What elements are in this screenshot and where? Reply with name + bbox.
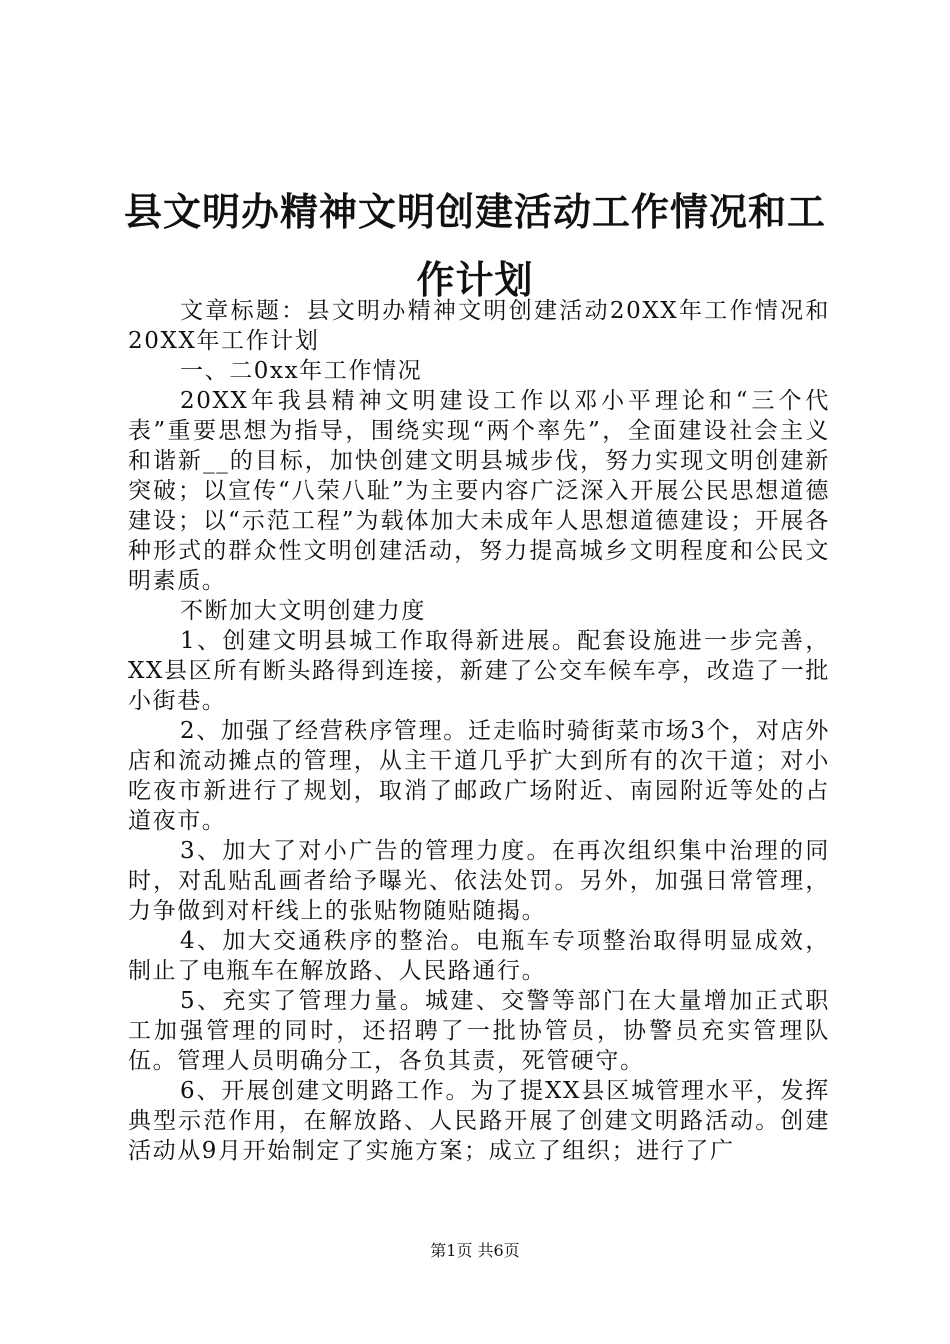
paragraph-item-1: 1、创建文明县城工作取得新进展。配套设施进一步完善，XX县区所有断头路得到连接，新建了公交车候车亭，改造了一批小街巷。 [128, 628, 830, 714]
paragraph-item-2: 2、加强了经营秩序管理。迁走临时骑街菜市场3个，对店外店和流动摊点的管理，从主干道几乎扩大到所有的次干道；对小吃夜市新进行了规划，取消了邮政广场附近、南园附近等处的占道夜市。 [128, 718, 830, 834]
section-heading-work-status: 一、二0xx年工作情况 [180, 358, 423, 384]
paragraph-article-title: 文章标题：县文明办精神文明创建活动20XX年工作情况和20XX年工作计划 [128, 298, 830, 354]
document-body [128, 296, 830, 1166]
subheading-creation-efforts: 不断加大文明创建力度 [180, 598, 426, 624]
paragraph-item-3: 3、加大了对小广告的管理力度。在再次组织集中治理的同时，对乱贴乱画者给予曝光、依法处罚。另外，加强日常管理，力争做到对杆线上的张贴物随贴随揭。 [128, 838, 830, 924]
paragraph-item-5: 5、充实了管理力量。城建、交警等部门在大量增加正式职工加强管理的同时，还招聘了一批协管员，协警员充实管理队伍。管理人员明确分工，各负其责，死管硬守。 [128, 988, 830, 1074]
paragraph-overview: 20XX年我县精神文明建设工作以邓小平理论和“三个代表”重要思想为指导，围绕实现“两个率先”，全面建设社会主义和谐新__的目标，加快创建文明县城步伐，努力实现文明创建新突破；以宣传“八荣八耻”为主要内容广泛深入开展公民思想道德建设；以“示范工程”为载体加大未成年人思想道德建设；开展各种形式的群众性文明创建活动，努力提高城乡文明程度和公民文明素质。 [128, 388, 830, 594]
document-title: 县文明办精神文明创建活动工作情况和工作计划 [123, 189, 826, 302]
page-number-footer: 第1页 共6页 [430, 1241, 520, 1260]
paragraph-item-6: 6、开展创建文明路工作。为了提XX县区城管理水平，发挥典型示范作用，在解放路、人民路开展了创建文明路活动。创建活动从9月开始制定了实施方案；成立了组织；进行了广 [128, 1078, 830, 1164]
paragraph-item-4: 4、加大交通秩序的整治。电瓶车专项整治取得明显成效，制止了电瓶车在解放路、人民路通行。 [128, 928, 830, 984]
